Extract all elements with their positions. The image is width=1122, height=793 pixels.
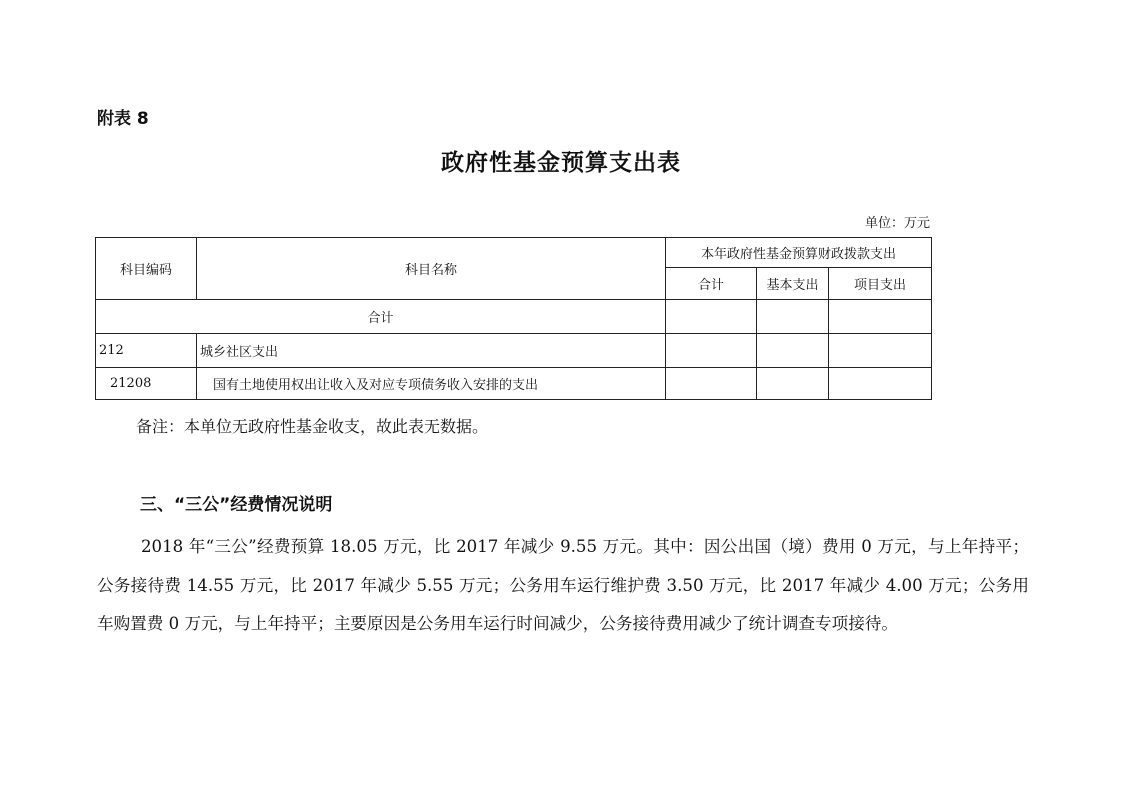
page-title: 政府性基金预算支出表 — [441, 149, 681, 176]
header-name: 科目名称 — [197, 238, 666, 300]
header-total: 合计 — [666, 268, 757, 300]
total-row-total — [666, 300, 757, 334]
table-total-row — [96, 300, 932, 334]
row-total — [666, 368, 757, 400]
row-project — [829, 368, 932, 400]
row-basic — [757, 368, 829, 400]
table-note: 备注：本单位无政府性基金收支，故此表无数据。 — [136, 417, 489, 436]
table-row — [96, 368, 932, 400]
section-paragraph: 2018 年“三公”经费预算 18.05 万元，比 2017 年减少 9.55 万元。其中：因公出国（境）费用 0 万元，与上年持平；公务接待费 14.55 万元，比 2017 年减少 5.55 万元；公务用车运行维护费 3.50 万元，比 2017 年减少 4.00 万元；公务用车购置费 0 万元，与上年持平；主要原因是公务用车运行时间减少，公务接待费用减少了统计调查专项接待。 — [97, 537, 1029, 633]
header-basic: 基本支出 — [757, 268, 829, 300]
total-row-project — [829, 300, 932, 334]
total-row-basic — [757, 300, 829, 334]
section-heading: 三、“三公”经费情况说明 — [140, 495, 333, 515]
total-row-label: 合计 — [96, 300, 666, 334]
table-header-row — [96, 238, 932, 268]
row-total — [666, 334, 757, 368]
row-name: 城乡社区支出 — [197, 334, 666, 368]
unit-label: 单位：万元 — [864, 216, 930, 231]
appendix-label: 附表 8 — [97, 109, 149, 129]
row-code: 21208 — [96, 368, 197, 400]
table-row — [96, 334, 932, 368]
row-basic — [757, 334, 829, 368]
header-group: 本年政府性基金预算财政拨款支出 — [666, 238, 932, 268]
row-code: 212 — [96, 334, 197, 368]
header-project: 项目支出 — [829, 268, 932, 300]
budget-table — [95, 237, 932, 400]
row-project — [829, 334, 932, 368]
row-name: 国有土地使用权出让收入及对应专项债务收入安排的支出 — [197, 368, 666, 400]
header-code: 科目编码 — [96, 238, 197, 300]
